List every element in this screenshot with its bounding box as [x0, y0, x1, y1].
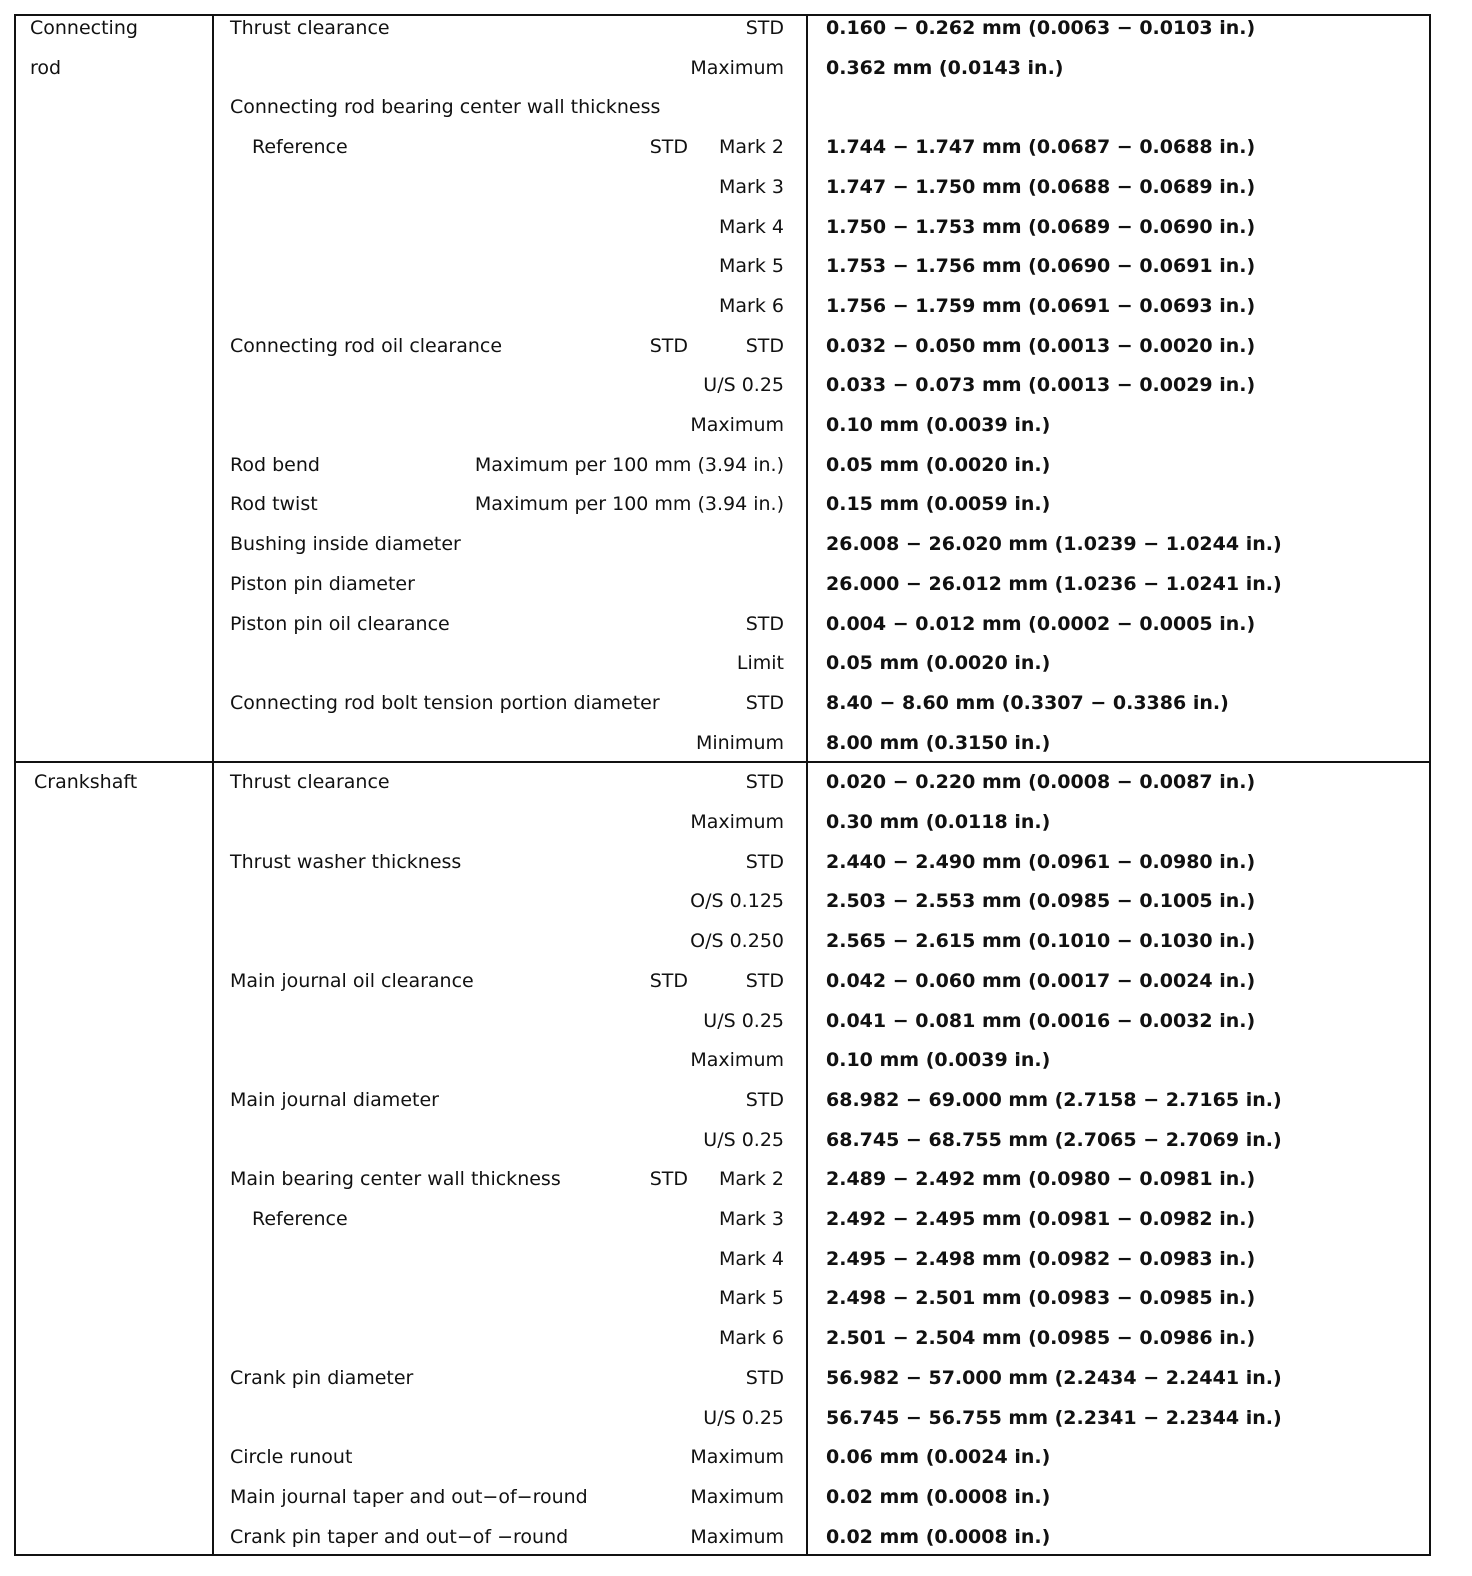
spec-qualifier: Maximum: [690, 414, 784, 436]
spec-value: 26.000 − 26.012 mm (1.0236 − 1.0241 in.): [826, 572, 1282, 595]
spec-qualifier: STD: [745, 969, 784, 992]
spec-label: Main bearing center wall thickness: [230, 1168, 561, 1191]
column-divider: [212, 14, 214, 1556]
spec-value: 2.489 − 2.492 mm (0.0980 − 0.0981 in.): [826, 1168, 1256, 1191]
spec-value: 8.00 mm (0.3150 in.): [826, 731, 1051, 754]
spec-qualifier: Mark 5: [719, 1287, 784, 1310]
spec-label: Connecting rod bearing center wall thickness: [230, 96, 661, 119]
spec-label: Crank pin taper and out−of −round: [230, 1525, 569, 1548]
spec-qualifier: Maximum: [690, 811, 784, 833]
spec-label: Rod twist: [230, 493, 318, 516]
spec-value: 0.10 mm (0.0039 in.): [826, 1049, 1051, 1072]
spec-value: 0.042 − 0.060 mm (0.0017 − 0.0024 in.): [826, 969, 1256, 992]
spec-qualifier: Mark 3: [719, 175, 784, 198]
spec-label: Main journal diameter: [230, 1088, 439, 1111]
spec-value: 1.756 − 1.759 mm (0.0691 − 0.0693 in.): [826, 294, 1256, 317]
spec-value: 0.05 mm (0.0020 in.): [826, 652, 1051, 675]
spec-qualifier: U/S 0.25: [703, 1406, 784, 1429]
spec-value: 2.498 − 2.501 mm (0.0983 − 0.0985 in.): [826, 1287, 1256, 1310]
spec-value: 56.745 − 56.755 mm (2.2341 − 2.2344 in.): [826, 1406, 1282, 1429]
spec-label: Bushing inside diameter: [230, 533, 461, 556]
spec-qualifier: Mark 2: [719, 136, 784, 159]
spec-qualifier: STD: [745, 1088, 784, 1111]
spec-value: 0.05 mm (0.0020 in.): [826, 453, 1051, 476]
spec-qualifier: Limit: [736, 652, 784, 675]
spec-label: Circle runout: [230, 1446, 353, 1469]
spec-qualifier: Mark 6: [719, 294, 784, 317]
spec-value: 0.041 − 0.081 mm (0.0016 − 0.0032 in.): [826, 1009, 1256, 1032]
column-divider: [806, 14, 808, 1556]
spec-qualifier: Mark 4: [719, 1247, 784, 1270]
spec-value: 0.15 mm (0.0059 in.): [826, 493, 1051, 516]
spec-value: 0.362 mm (0.0143 in.): [826, 56, 1064, 79]
spec-value: 1.750 − 1.753 mm (0.0689 − 0.0690 in.): [826, 215, 1256, 238]
section-name: Crankshaft: [34, 771, 138, 794]
spec-value: 26.008 − 26.020 mm (1.0239 − 1.0244 in.): [826, 533, 1282, 556]
spec-qualifier: STD: [745, 612, 784, 635]
spec-value: 2.495 − 2.498 mm (0.0982 − 0.0983 in.): [826, 1247, 1256, 1270]
section-name: rod: [30, 56, 62, 79]
spec-qualifier: Mark 4: [719, 215, 784, 238]
spec-qualifier: Maximum: [690, 1446, 784, 1469]
spec-label: Reference: [252, 136, 348, 159]
spec-qualifier: Mark 2: [719, 1168, 784, 1191]
spec-value: 0.06 mm (0.0024 in.): [826, 1446, 1051, 1469]
spec-value: 68.982 − 69.000 mm (2.7158 − 2.7165 in.): [826, 1088, 1282, 1111]
spec-qualifier: STD: [745, 17, 784, 39]
spec-label: Piston pin oil clearance: [230, 612, 450, 635]
spec-label: Main journal taper and out−of−round: [230, 1485, 588, 1508]
spec-qualifier: U/S 0.25: [703, 1009, 784, 1032]
spec-value: 0.160 − 0.262 mm (0.0063 − 0.0103 in.): [826, 17, 1256, 39]
spec-label: Thrust clearance: [230, 771, 390, 794]
spec-label: Connecting rod oil clearance: [230, 334, 503, 357]
spec-label: Reference: [252, 1208, 348, 1230]
spec-qualifier: STD: [649, 334, 688, 357]
spec-qualifier: STD: [745, 1366, 784, 1389]
spec-qualifier: U/S 0.25: [703, 374, 784, 397]
section-divider: [14, 761, 1431, 763]
spec-label: Thrust washer thickness: [230, 850, 462, 873]
spec-qualifier: Maximum: [690, 1049, 784, 1072]
spec-value: 8.40 − 8.60 mm (0.3307 − 0.3386 in.): [826, 691, 1229, 714]
spec-qualifier: U/S 0.25: [703, 1128, 784, 1151]
spec-value: 0.02 mm (0.0008 in.): [826, 1525, 1051, 1548]
spec-qualifier: STD: [649, 1168, 688, 1191]
spec-value: 0.10 mm (0.0039 in.): [826, 414, 1051, 436]
spec-value: 1.744 − 1.747 mm (0.0687 − 0.0688 in.): [826, 136, 1256, 159]
spec-label: Thrust clearance: [230, 17, 390, 39]
spec-qualifier: O/S 0.250: [690, 930, 784, 953]
spec-value: 2.501 − 2.504 mm (0.0985 − 0.0986 in.): [826, 1327, 1256, 1350]
spec-value: 0.020 − 0.220 mm (0.0008 − 0.0087 in.): [826, 771, 1256, 794]
spec-value: 68.745 − 68.755 mm (2.7065 − 2.7069 in.): [826, 1128, 1282, 1151]
spec-value: 2.440 − 2.490 mm (0.0961 − 0.0980 in.): [826, 850, 1256, 873]
spec-qualifier: STD: [649, 136, 688, 159]
spec-qualifier: Mark 5: [719, 255, 784, 278]
spec-qualifier: STD: [745, 850, 784, 873]
spec-value: 56.982 − 57.000 mm (2.2434 − 2.2441 in.): [826, 1366, 1282, 1389]
spec-qualifier: STD: [649, 969, 688, 992]
spec-qualifier: O/S 0.125: [690, 890, 784, 913]
spec-label: Connecting rod bolt tension portion diameter: [230, 691, 660, 714]
spec-value: 0.004 − 0.012 mm (0.0002 − 0.0005 in.): [826, 612, 1256, 635]
section-name: Connecting: [30, 17, 138, 39]
spec-label: Main journal oil clearance: [230, 969, 474, 992]
spec-value: 0.30 mm (0.0118 in.): [826, 811, 1051, 833]
spec-qualifier: Mark 6: [719, 1327, 784, 1350]
spec-qualifier: Minimum: [695, 731, 784, 754]
spec-qualifier: STD: [745, 691, 784, 714]
spec-value: 0.032 − 0.050 mm (0.0013 − 0.0020 in.): [826, 334, 1256, 357]
spec-qualifier: Maximum per 100 mm (3.94 in.): [474, 453, 784, 476]
spec-qualifier: STD: [745, 334, 784, 357]
spec-label: Crank pin diameter: [230, 1366, 414, 1389]
spec-value: 2.492 − 2.495 mm (0.0981 − 0.0982 in.): [826, 1208, 1256, 1230]
spec-qualifier: Maximum: [690, 56, 784, 79]
spec-value: 2.565 − 2.615 mm (0.1010 − 0.1030 in.): [826, 930, 1256, 953]
spec-qualifier: Maximum: [690, 1525, 784, 1548]
spec-label: Piston pin diameter: [230, 572, 415, 595]
spec-qualifier: STD: [745, 771, 784, 794]
spec-qualifier: Maximum: [690, 1485, 784, 1508]
spec-value: 1.747 − 1.750 mm (0.0688 − 0.0689 in.): [826, 175, 1256, 198]
spec-qualifier: Mark 3: [719, 1208, 784, 1230]
spec-value: 1.753 − 1.756 mm (0.0690 − 0.0691 in.): [826, 255, 1256, 278]
spec-value: 2.503 − 2.553 mm (0.0985 − 0.1005 in.): [826, 890, 1256, 913]
spec-value: 0.02 mm (0.0008 in.): [826, 1485, 1051, 1508]
spec-label: Rod bend: [230, 453, 320, 476]
spec-value: 0.033 − 0.073 mm (0.0013 − 0.0029 in.): [826, 374, 1256, 397]
spec-qualifier: Maximum per 100 mm (3.94 in.): [474, 493, 784, 516]
